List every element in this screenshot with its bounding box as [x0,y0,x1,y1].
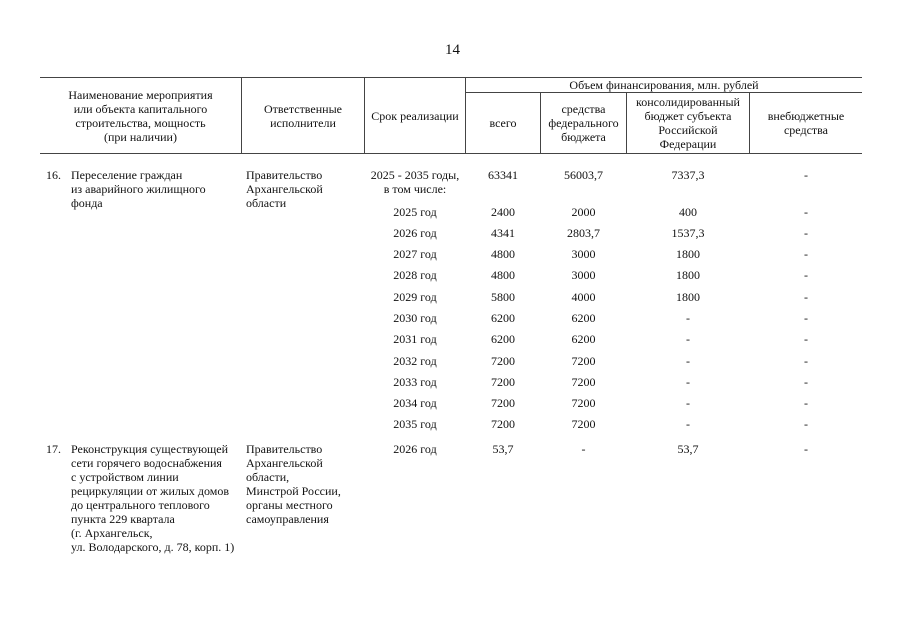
row-regional: - [686,375,690,389]
row-period: 2035 год [393,417,437,431]
row-federal: - [581,442,586,456]
row-federal: 2803,7 [567,226,600,240]
row-federal: 3000 [571,247,596,261]
row-federal: 6200 [571,332,596,346]
row-period: 2025 - 2035 годы, в том числе: [370,168,460,196]
column-header-period: Срок реализации [371,108,459,123]
row-period: 2030 год [393,311,437,325]
column-header-responsible: Ответственные исполнители [264,101,342,130]
column-header-funding: Объем финансирования, млн. рублей [569,78,759,92]
row-total: 6200 [491,332,515,346]
row-extrabudget: - [804,205,808,219]
column-header-extrabudget: внебюджетные средства [767,109,845,137]
item-name: Реконструкция существующей сети горячего водоснабжения с устройством линии рециркуляции от жилых домов до центрального теплового пункта 229 квартала (г. Архангельск, ул. Володарского, д. 78, корп. 1) [71,442,235,554]
item-number: 16. [46,168,61,182]
row-extrabudget: - [804,226,808,240]
row-federal: 2000 [571,205,596,219]
item-number: 17. [46,442,61,456]
row-period: 2028 год [393,268,437,282]
row-extrabudget: - [804,396,808,410]
row-period: 2026 год [393,442,437,456]
row-extrabudget: - [804,375,808,389]
row-total: 4800 [491,247,515,261]
column-header-total: всего [489,116,517,130]
row-regional: 1800 [676,268,700,282]
row-extrabudget: - [804,168,808,182]
row-period: 2032 год [393,354,437,368]
row-regional: 53,7 [677,442,699,456]
row-total: 7200 [491,375,515,389]
row-total: 53,7 [492,442,514,456]
row-extrabudget: - [804,354,808,368]
item-responsible: Правительство Архангельской области, Минстрой России, органы местного самоуправления [246,442,341,526]
row-federal: 7200 [571,417,596,431]
row-regional: - [686,417,690,431]
item-name: Переселение граждан из аварийного жилищного фонда [71,168,206,210]
row-regional: - [686,354,690,368]
row-regional: 7337,3 [671,168,705,182]
column-header-name: Наименование мероприятия или объекта капитального строительства, мощность (при наличии) [68,87,213,144]
row-regional: - [686,332,690,346]
item-responsible: Правительство Архангельской области [246,168,323,210]
row-extrabudget: - [804,247,808,261]
row-extrabudget: - [804,442,808,456]
row-period: 2033 год [393,375,437,389]
row-period: 2034 год [393,396,437,410]
row-regional: - [686,396,690,410]
row-regional: - [686,311,690,325]
row-regional: 400 [679,205,697,219]
row-total: 4341 [491,226,515,240]
row-federal: 7200 [571,396,596,410]
row-period: 2031 год [393,332,437,346]
row-federal: 6200 [571,311,596,325]
row-total: 7200 [491,417,515,431]
row-federal: 7200 [571,375,596,389]
row-federal: 3000 [571,268,596,282]
row-extrabudget: - [804,332,808,346]
page-number: 14 [445,42,460,58]
row-extrabudget: - [804,268,808,282]
row-total: 7200 [491,396,515,410]
row-total: 2400 [491,205,515,219]
row-extrabudget: - [804,311,808,325]
row-federal: 56003,7 [564,168,603,182]
row-regional: 1800 [676,247,700,261]
row-period: 2027 год [393,247,437,261]
column-header-federal: средства федерального бюджета [548,102,619,144]
header-bottom-rule [40,153,862,154]
row-total: 6200 [491,311,515,325]
row-total: 63341 [488,168,518,182]
row-total: 5800 [491,290,515,304]
row-regional: 1800 [676,290,700,304]
row-federal: 4000 [571,290,596,304]
row-regional: 1537,3 [671,226,705,240]
row-period: 2029 год [393,290,437,304]
row-extrabudget: - [804,290,808,304]
row-period: 2026 год [393,226,437,240]
column-header-regional: консолидированный бюджет субъекта Российской Федерации [636,95,740,151]
row-period: 2025 год [393,205,437,219]
row-federal: 7200 [571,354,596,368]
row-extrabudget: - [804,417,808,431]
row-total: 4800 [491,268,515,282]
row-total: 7200 [491,354,515,368]
